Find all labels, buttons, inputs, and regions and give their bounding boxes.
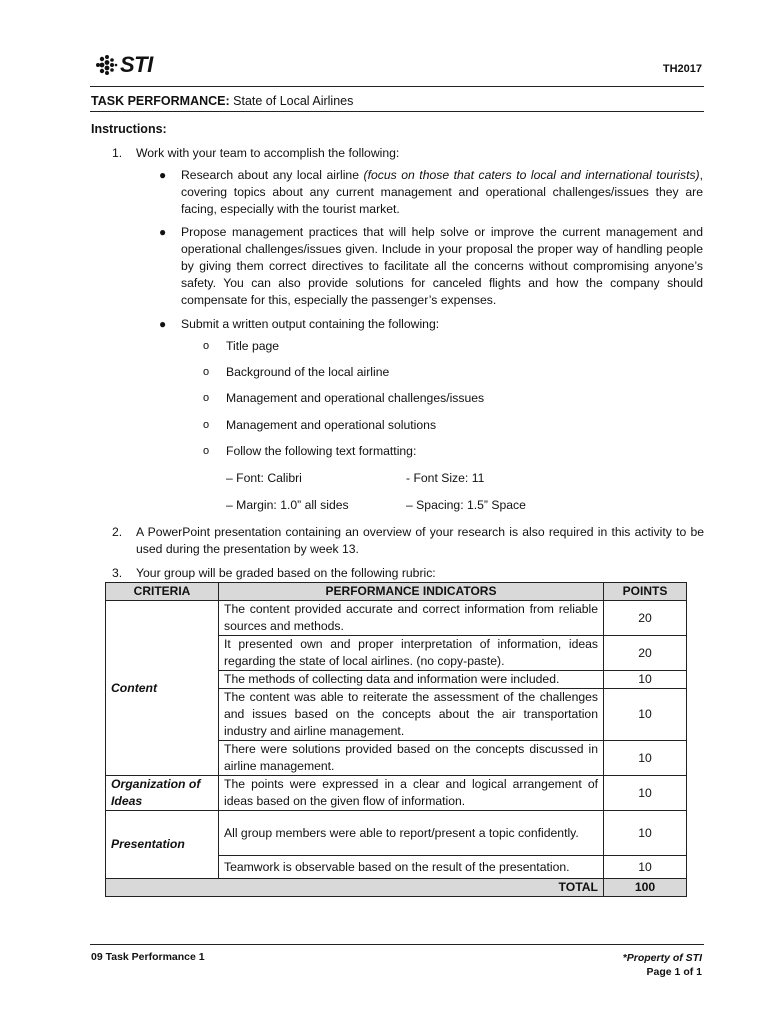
item-1-text: Work with your team to accomplish the following:	[136, 146, 400, 160]
bullet-icon: ●	[159, 168, 167, 182]
points-cell: 10	[604, 689, 687, 741]
circle-bullet-icon: o	[203, 366, 210, 378]
indicator-cell: It presented own and proper interpretation of information, ideas regarding the state of local airlines. (no copy-paste).	[219, 636, 604, 671]
page-title	[91, 94, 353, 108]
footer-right	[623, 951, 702, 979]
bullet-research-post: , covering topics about any current management and operational challenges/issues they are facing, especially with the tourist market.	[181, 168, 703, 216]
points-cell: 10	[604, 741, 687, 776]
criteria-organization: Organization of Ideas	[106, 776, 219, 811]
item-1-number: 1.	[112, 146, 123, 160]
table-row	[106, 776, 687, 811]
criteria-header: CRITERIA	[106, 583, 219, 601]
format-spacing: – Spacing: 1.5” Space	[406, 498, 526, 512]
indicator-cell: The content was able to reiterate the assessment of the challenges and issues based on the concepts about the air transportation industry and airline management.	[219, 689, 604, 741]
document-code: TH2017	[662, 63, 702, 75]
property-notice: *Property of STI	[622, 952, 702, 964]
criteria-content: Content	[106, 601, 219, 776]
indicator-cell: The points were expressed in a clear and logical arrangement of ideas based on the given flow of information.	[219, 776, 604, 811]
rubric-table	[105, 582, 687, 897]
bullet-research-pre: Research about any local airline	[181, 168, 364, 182]
item-2-text: A PowerPoint presentation containing an overview of your research is also required in this activity to be used during the presentation by week 13.	[136, 525, 704, 556]
header-divider	[90, 86, 704, 87]
indicator-cell: There were solutions provided based on the concepts discussed in airline management.	[219, 741, 604, 776]
circle-bullet-icon: o	[203, 392, 210, 404]
format-font-size: - Font Size: 11	[406, 471, 485, 485]
bullet-submit: Submit a written output containing the following:	[181, 317, 440, 331]
total-label: TOTAL	[106, 879, 604, 897]
logo-text: STI	[120, 52, 153, 77]
total-points: 100	[604, 879, 687, 897]
format-margin: – Margin: 1.0” all sides	[226, 498, 349, 512]
sti-logo	[92, 52, 153, 78]
points-cell: 10	[604, 856, 687, 879]
indicator-cell: All group members were able to report/present a topic confidently.	[219, 811, 604, 856]
subitem-background: Background of the local airline	[226, 365, 390, 379]
points-cell: 20	[604, 636, 687, 671]
footer-left: 09 Task Performance 1	[91, 951, 205, 963]
points-cell: 10	[604, 811, 687, 856]
bullet-icon: ●	[159, 225, 167, 239]
table-row	[106, 601, 687, 636]
points-cell: 10	[604, 776, 687, 811]
item-3-text: Your group will be graded based on the following rubric:	[136, 566, 436, 580]
instructions-heading: Instructions:	[91, 122, 167, 136]
globe-icon	[92, 53, 118, 77]
bullet-propose: Propose management practices that will help solve or improve the current management and operational challenges/issues given. Include in your proposal the proper way of handling people by giving them correct directives to facilitate all the concerns without compromising anyone’s safety. You can also provide solutions for canceled flights and how the company should compensate for this, especially the passenger’s expenses.	[181, 225, 703, 307]
subitem-title-page: Title page	[226, 339, 280, 353]
points-cell: 20	[604, 601, 687, 636]
item-2-number: 2.	[112, 525, 123, 539]
bullet-icon: ●	[159, 317, 167, 331]
title-label: TASK PERFORMANCE:	[91, 94, 230, 108]
indicators-header: PERFORMANCE INDICATORS	[219, 583, 604, 601]
subitem-formatting: Follow the following text formatting:	[226, 444, 417, 458]
title-divider	[90, 111, 704, 112]
circle-bullet-icon: o	[203, 419, 210, 431]
circle-bullet-icon: o	[203, 445, 210, 457]
page-number: Page 1 of 1	[646, 966, 702, 978]
points-header: POINTS	[604, 583, 687, 601]
circle-bullet-icon: o	[203, 340, 210, 352]
subitem-challenges: Management and operational challenges/issues	[226, 391, 485, 405]
rubric-header-row	[106, 583, 687, 601]
footer-divider	[90, 944, 704, 945]
bullet-research	[181, 167, 703, 218]
title-text: State of Local Airlines	[233, 94, 354, 108]
total-row	[106, 879, 687, 897]
criteria-presentation: Presentation	[106, 811, 219, 879]
table-row	[106, 811, 687, 856]
indicator-cell: The methods of collecting data and information were included.	[219, 671, 604, 689]
item-3-number: 3.	[112, 566, 123, 580]
points-cell: 10	[604, 671, 687, 689]
indicator-cell: The content provided accurate and correct information from reliable sources and methods.	[219, 601, 604, 636]
bullet-research-italic: (focus on those that caters to local and international tourists)	[363, 168, 700, 182]
subitem-solutions: Management and operational solutions	[226, 418, 437, 432]
format-font: – Font: Calibri	[226, 471, 302, 485]
indicator-cell: Teamwork is observable based on the result of the presentation.	[219, 856, 604, 879]
